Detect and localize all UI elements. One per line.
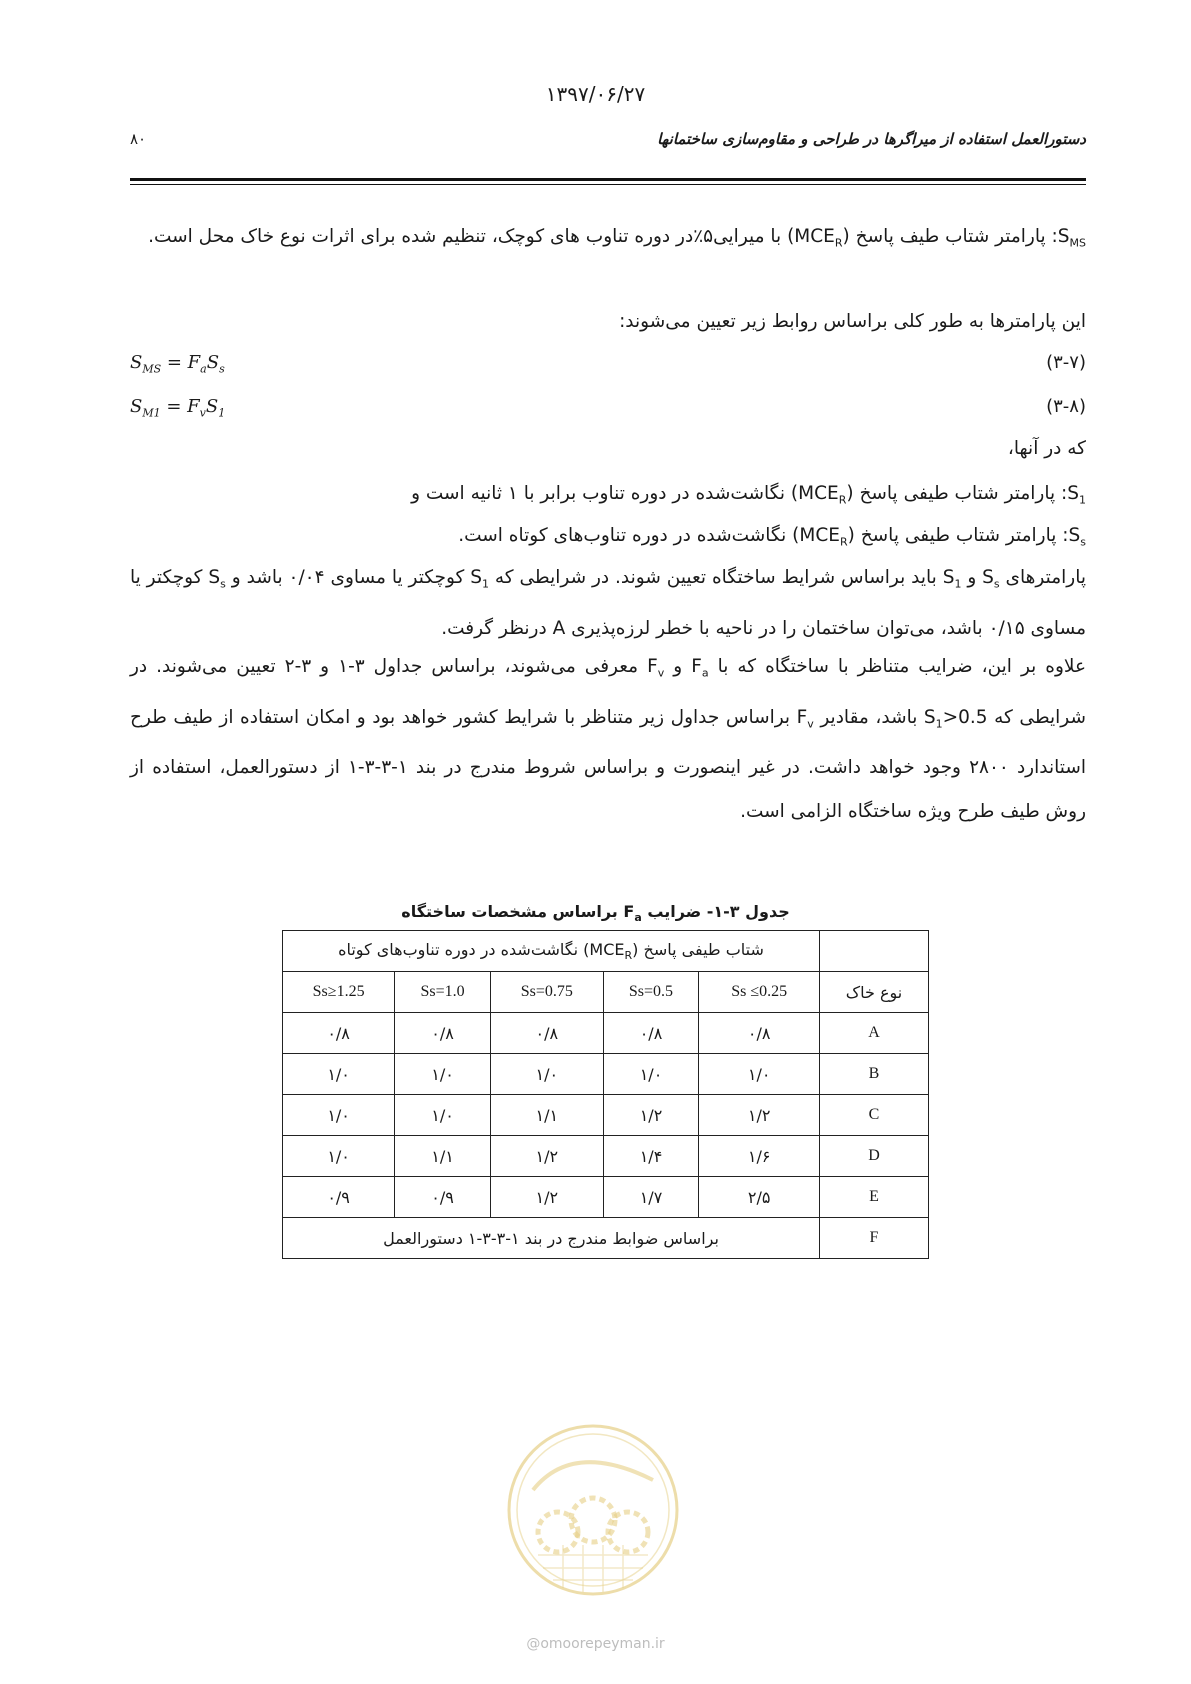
table-row	[283, 1054, 929, 1095]
column-header: Ss=0.75	[490, 972, 603, 1013]
header-rule-thin	[130, 184, 1086, 185]
s1-symbol: $S_1$	[1067, 483, 1086, 507]
table-cell: ۱/۰	[603, 1054, 699, 1095]
paragraph-site-conditions: پارامترهای $S_s$ و $S_1$ باید براساس شرایط ساختگاه تعیین شوند. در شرایطی که $S_1$ کوچکتر یا مساوی ۰/۰۴ باشد و $S_s$ کوچکتر یا مساوی ۰/۱۵ باشد، می‌توان ساختمان را در ناحیه با خطر لرزه‌پذیری A درنظر گرفت.	[130, 567, 1086, 639]
table-row	[283, 1218, 929, 1259]
soil-type-cell: A	[820, 1013, 929, 1054]
soil-header-blank	[820, 931, 929, 972]
soil-type-cell: C	[820, 1095, 929, 1136]
soil-type-cell: D	[820, 1136, 929, 1177]
table-cell: ۰/۸	[395, 1013, 491, 1054]
table-cell: ۱/۰	[283, 1054, 395, 1095]
running-header	[130, 130, 1086, 154]
page-number: ۸۰	[130, 130, 147, 148]
table-cell: ۰/۹	[395, 1177, 491, 1218]
table-cell: ۱/۱	[490, 1095, 603, 1136]
equation-number-2: (۳-۸)	[1046, 396, 1086, 417]
table-cell: ۱/۱	[395, 1136, 491, 1177]
equation-sms: $S_{MS} = F_aS_s$	[130, 352, 225, 376]
table-cell: ۱/۰	[283, 1136, 395, 1177]
table-cell: ۰/۸	[699, 1013, 820, 1054]
table-cell: ۱/۰	[699, 1054, 820, 1095]
table-cell: ۱/۲	[699, 1095, 820, 1136]
table-cell-merged: براساس ضوابط مندرج در بند ۱-۳-۳-۱ دستورالعمل	[283, 1218, 820, 1259]
definition-s1: $S_1$: پارامتر شتاب طیفی پاسخ $(MCE_R)$ نگاشت‌شده در دوره تناوب برابر با ۱ ثانیه است و	[411, 483, 1086, 507]
fa-coefficients-table	[282, 930, 929, 1259]
header-rule-thick	[130, 178, 1086, 181]
ss-symbol: $S_s$	[1068, 525, 1086, 549]
table-cell: ۱/۲	[490, 1177, 603, 1218]
table-cell: ۰/۹	[283, 1177, 395, 1218]
column-header: Ss ≤0.25	[699, 972, 820, 1013]
table-cell: ۱/۰	[490, 1054, 603, 1095]
watermark-logo	[503, 1420, 683, 1600]
column-header: Ss=1.0	[395, 972, 491, 1013]
paragraph-sms-definition: $S_{MS}$: پارامتر شتاب طیف پاسخ $(MCE_R)$ با میرایی۵٪در دوره تناوب های کوچک، تنظیم شده برای اثرات نوع خاک محل است.	[148, 226, 1086, 250]
soil-type-cell: B	[820, 1054, 929, 1095]
paragraph-where: که در آنها،	[1007, 438, 1086, 459]
soil-type-cell: F	[820, 1218, 929, 1259]
soil-type-cell: E	[820, 1177, 929, 1218]
table-row	[283, 1095, 929, 1136]
definition-ss: $S_s$: پارامتر شتاب طیفی پاسخ $(MCE_R)$ نگاشت‌شده در دوره تناوب‌های کوتاه است.	[458, 525, 1086, 549]
table-caption: جدول ۳-۱- ضرایب $F_a$ براساس مشخصات ساختگاه	[401, 902, 790, 925]
table-cell: ۰/۸	[283, 1013, 395, 1054]
table-column-header-row	[283, 972, 929, 1013]
table-cell: ۱/۲	[490, 1136, 603, 1177]
table-cell: ۱/۰	[395, 1095, 491, 1136]
table-cell: ۲/۵	[699, 1177, 820, 1218]
paragraph-site-coefficients: علاوه بر این، ضرایب متناظر با ساختگاه که با $F_a$ و $F_v$ معرفی می‌شوند، براساس جداول ۳-۱ و ۳-۲ تعیین می‌شوند. در شرایطی که $S_1>0.5$ باشد، مقادیر $F_v$ براساس جداول زیر متناظر با شرایط کشور خواهد بود و امکان استفاده از طیف طرح استاندارد ۲۸۰۰ وجود خواهد داشت. در غیر اینصورت و براساس شروط مندرج در بند ۱-۳-۳-۱ از دستورالعمل، استفاده از روش طیف طرح ویژه ساختگاه الزامی است.	[130, 656, 1087, 823]
table-group-header-row	[283, 931, 929, 972]
table-row	[283, 1136, 929, 1177]
table-cell: ۱/۲	[603, 1095, 699, 1136]
sms-symbol: $S_{MS}$	[1057, 226, 1086, 250]
document-date: ۱۳۹۷/۰۶/۲۷	[545, 82, 646, 106]
table-cell: ۰/۸	[603, 1013, 699, 1054]
table-cell: ۱/۴	[603, 1136, 699, 1177]
soil-type-header: نوع خاک	[820, 972, 929, 1013]
equation-sm1: $S_{M1} = F_vS_1$	[130, 396, 226, 420]
table-cell: ۱/۶	[699, 1136, 820, 1177]
table-cell: ۱/۰	[395, 1054, 491, 1095]
header-title: دستورالعمل استفاده از میراگرها در طراحی و مقاوم‌سازی ساختمانها	[657, 130, 1086, 148]
paragraph-relations-intro: این پارامترها به طور کلی براساس روابط زیر تعیین می‌شوند:	[619, 311, 1086, 332]
column-header: Ss=0.5	[603, 972, 699, 1013]
column-header: Ss≥1.25	[283, 972, 395, 1013]
table-cell: ۰/۸	[490, 1013, 603, 1054]
table-row	[283, 1177, 929, 1218]
watermark-site: @omoorepeyman.ir	[526, 1636, 665, 1652]
table-group-header: شتاب طیفی پاسخ $(MCE_R)$ نگاشت‌شده در دوره تناوب‌های کوتاه	[283, 931, 820, 972]
equation-number-1: (۳-۷)	[1046, 352, 1086, 373]
table-cell: ۱/۰	[283, 1095, 395, 1136]
table-row	[283, 1013, 929, 1054]
table-cell: ۱/۷	[603, 1177, 699, 1218]
